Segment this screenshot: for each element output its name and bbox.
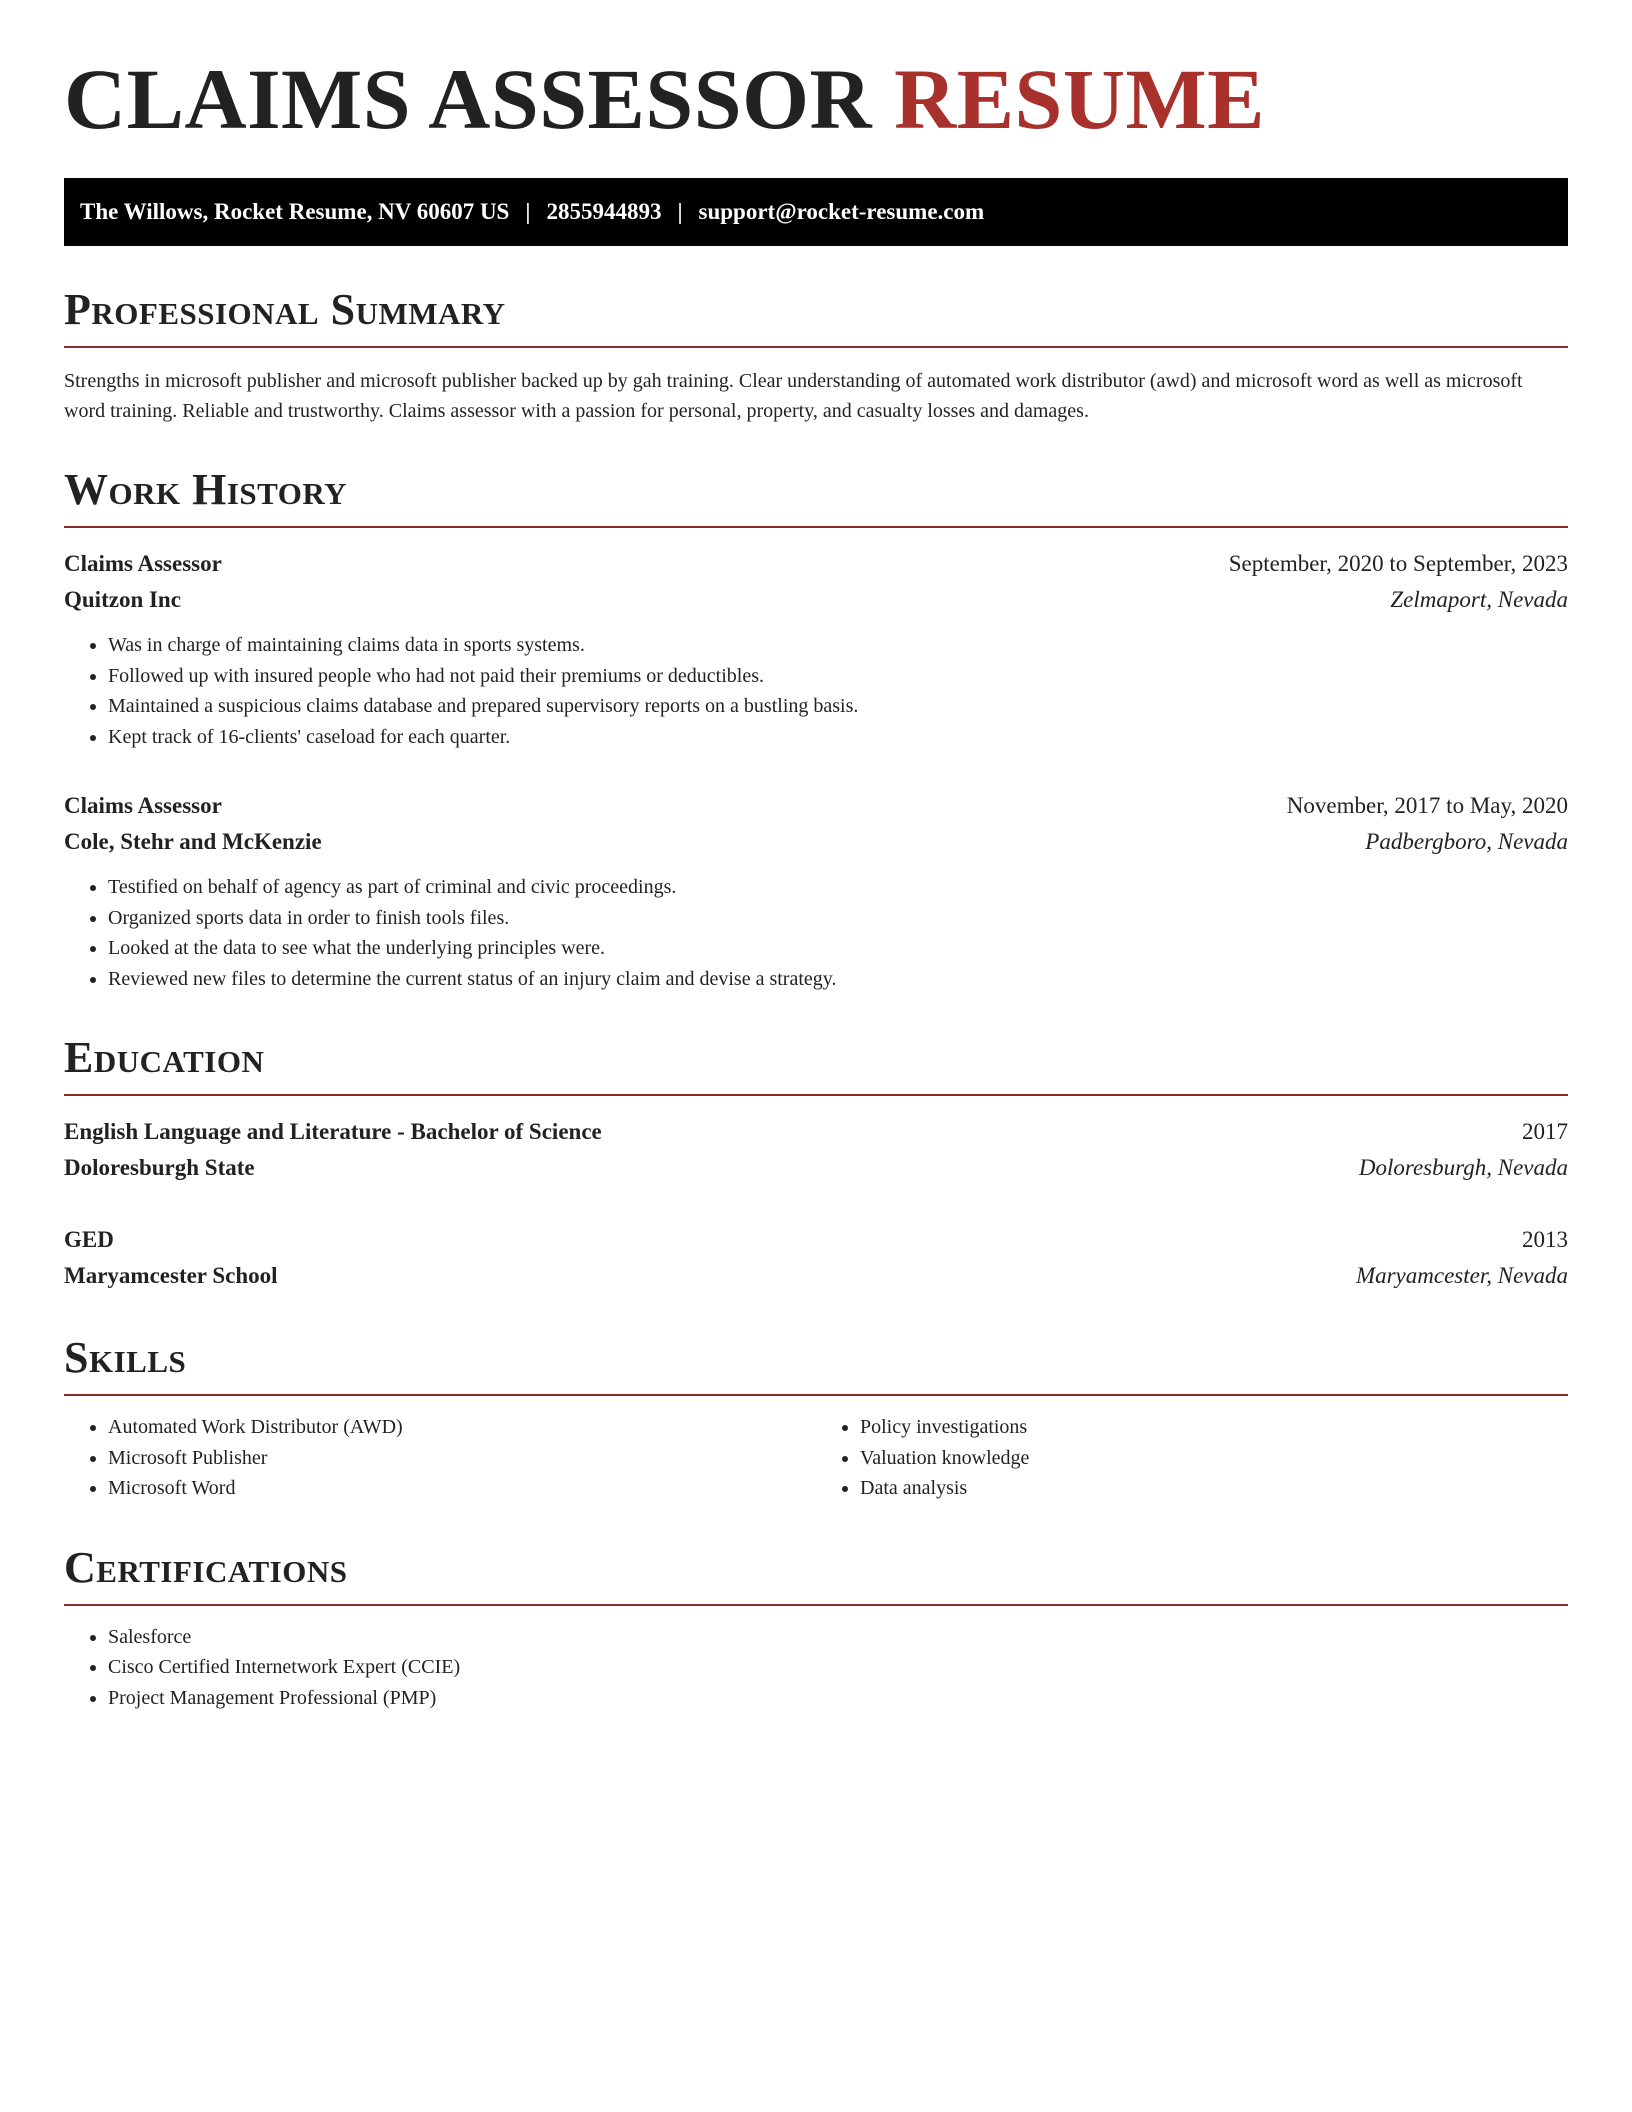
list-item: • Followed up with insured people who had not paid their premiums or deductibles. <box>108 661 1568 692</box>
education-entry <box>64 1114 1568 1186</box>
education-heading: Education <box>64 1036 1568 1096</box>
list-item: • Salesforce <box>108 1622 1568 1653</box>
job-bullets <box>64 630 1568 752</box>
contact-separator: | <box>677 199 683 224</box>
education-section <box>64 1033 1568 1294</box>
job-location: Zelmaport, Nevada <box>1390 587 1568 612</box>
job-location: Padbergboro, Nevada <box>1365 829 1568 854</box>
job-entry <box>64 546 1568 752</box>
resume-title <box>64 51 1568 147</box>
list-item: • Microsoft Word <box>108 1473 816 1504</box>
list-item: • Organized sports data in order to finish tools files. <box>108 903 1568 934</box>
education-degree: English Language and Literature - Bachelor of Science <box>64 1119 602 1144</box>
job-entry <box>64 788 1568 994</box>
work-history-heading: Work History <box>64 468 1568 528</box>
list-item: • Kept track of 16-clients' caseload for each quarter. <box>108 722 1568 753</box>
job-dates: November, 2017 to May, 2020 <box>1286 793 1568 818</box>
summary-heading: Professional Summary <box>64 288 1568 348</box>
list-item: • Cisco Certified Internetwork Expert (CCIE) <box>108 1652 1568 1683</box>
job-company: Quitzon Inc <box>64 587 181 612</box>
education-entry <box>64 1222 1568 1294</box>
summary-text: Strengths in microsoft publisher and microsoft publisher backed up by gah training. Clear understanding of automated work distributor (awd) and microsoft word as well as microsoft word training. Reliable and trustworthy. Claims assessor with a passion for personal, property, and casualty losses and damages. <box>64 370 1523 422</box>
education-location: Maryamcester, Nevada <box>1355 1263 1568 1288</box>
education-year: 2013 <box>1522 1227 1568 1252</box>
contact-separator: | <box>525 199 531 224</box>
skills-right-column <box>816 1412 1568 1504</box>
skills-heading: Skills <box>64 1336 1568 1396</box>
education-degree: GED <box>64 1227 114 1252</box>
skills-section <box>64 1333 1568 1504</box>
education-school-row <box>64 1258 1568 1294</box>
list-item: • Project Management Professional (PMP) <box>108 1683 1568 1714</box>
work-history-section <box>64 465 1568 994</box>
certifications-list <box>64 1622 1568 1714</box>
education-year: 2017 <box>1522 1119 1568 1144</box>
skills-columns <box>64 1412 1568 1504</box>
certifications-heading: Certifications <box>64 1546 1568 1606</box>
education-degree-row <box>64 1114 1568 1150</box>
contact-bar <box>64 178 1568 246</box>
job-company-row <box>64 582 1568 618</box>
job-header-row <box>64 788 1568 824</box>
contact-phone: 2855944893 <box>546 199 662 224</box>
contact-email: support@rocket-resume.com <box>698 199 985 224</box>
job-title: Claims Assessor <box>64 793 222 818</box>
list-item: • Automated Work Distributor (AWD) <box>108 1412 816 1443</box>
list-item: • Testified on behalf of agency as part of criminal and civic proceedings. <box>108 872 1568 903</box>
job-company: Cole, Stehr and McKenzie <box>64 829 322 854</box>
job-header-row <box>64 546 1568 582</box>
title-main: CLAIMS ASSESSOR <box>64 51 873 147</box>
list-item: • Valuation knowledge <box>860 1443 1568 1474</box>
contact-address: The Willows, Rocket Resume, NV 60607 US <box>80 199 510 224</box>
education-school: Doloresburgh State <box>64 1155 255 1180</box>
education-school: Maryamcester School <box>64 1263 278 1288</box>
title-accent: RESUME <box>894 51 1266 147</box>
list-item: • Maintained a suspicious claims database and prepared supervisory reports on a bustling basis. <box>108 691 1568 722</box>
list-item: • Reviewed new files to determine the current status of an injury claim and devise a strategy. <box>108 964 1568 995</box>
education-location: Doloresburgh, Nevada <box>1358 1155 1568 1180</box>
skills-left-column <box>64 1412 816 1504</box>
education-degree-row <box>64 1222 1568 1258</box>
list-item: • Microsoft Publisher <box>108 1443 816 1474</box>
summary-section <box>64 285 1568 426</box>
job-title: Claims Assessor <box>64 551 222 576</box>
education-school-row <box>64 1150 1568 1186</box>
list-item: • Data analysis <box>860 1473 1568 1504</box>
job-company-row <box>64 824 1568 860</box>
job-dates: September, 2020 to September, 2023 <box>1228 551 1568 576</box>
list-item: • Policy investigations <box>860 1412 1568 1443</box>
list-item: • Was in charge of maintaining claims data in sports systems. <box>108 630 1568 661</box>
job-bullets <box>64 872 1568 994</box>
certifications-section <box>64 1542 1568 1714</box>
list-item: • Looked at the data to see what the underlying principles were. <box>108 933 1568 964</box>
